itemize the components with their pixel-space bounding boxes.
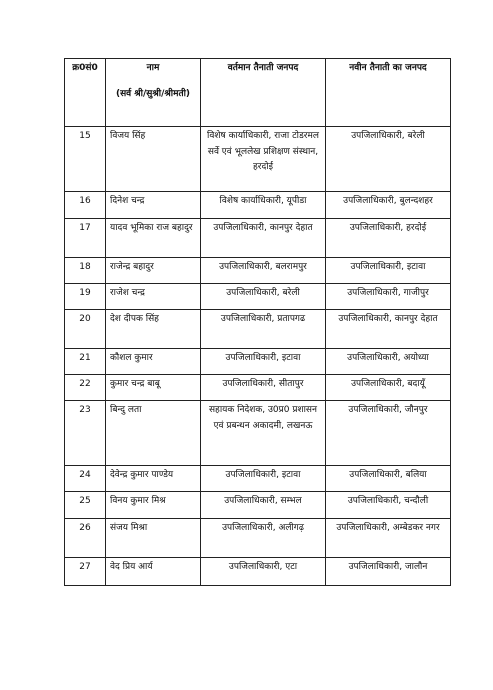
row-serial: 27 bbox=[65, 558, 106, 586]
table-row bbox=[65, 492, 451, 519]
row-new-posting: उपजिलाधिकारी, चन्दौली bbox=[326, 492, 451, 519]
row-serial: 17 bbox=[65, 219, 106, 258]
row-current-posting: उपजिलाधिकारी, प्रतापगढ bbox=[201, 310, 326, 349]
transfer-table bbox=[64, 58, 451, 586]
table-row bbox=[65, 401, 451, 466]
table-row bbox=[65, 310, 451, 349]
table-row bbox=[65, 375, 451, 401]
row-current-posting: सहायक निदेशक, उ0प्र0 प्रशासन एवं प्रबन्धन अकादमी, लखनऊ bbox=[201, 401, 326, 466]
row-name: यादव भूमिका राज बहादुर bbox=[106, 219, 201, 258]
header-name-label: नाम bbox=[146, 63, 160, 73]
row-current-posting: उपजिलाधिकारी, इटावा bbox=[201, 466, 326, 492]
header-serial: क्र0सं0 bbox=[65, 59, 106, 127]
row-new-posting: उपजिलाधिकारी, अयोध्या bbox=[326, 349, 451, 375]
header-name bbox=[106, 59, 201, 127]
row-serial: 21 bbox=[65, 349, 106, 375]
row-new-posting: उपजिलाधिकारी, बदायूँ bbox=[326, 375, 451, 401]
table-row bbox=[65, 192, 451, 219]
row-serial: 16 bbox=[65, 192, 106, 219]
header-new-posting: नवीन तैनाती का जनपद bbox=[326, 59, 451, 127]
row-current-posting: उपजिलाधिकारी, एटा bbox=[201, 558, 326, 586]
table-row bbox=[65, 349, 451, 375]
row-current-posting: उपजिलाधिकारी, कानपुर देहात bbox=[201, 219, 326, 258]
row-name: संजय मिश्रा bbox=[106, 519, 201, 558]
row-serial: 18 bbox=[65, 258, 106, 284]
row-name: राजेश चन्द्र bbox=[106, 284, 201, 310]
row-current-posting: उपजिलाधिकारी, बलरामपुर bbox=[201, 258, 326, 284]
header-current-posting: वर्तमान तैनाती जनपद bbox=[201, 59, 326, 127]
row-serial: 25 bbox=[65, 492, 106, 519]
row-serial: 19 bbox=[65, 284, 106, 310]
row-current-posting: उपजिलाधिकारी, अलीगढ़ bbox=[201, 519, 326, 558]
row-current-posting: उपजिलाधिकारी, बरेली bbox=[201, 284, 326, 310]
row-name: राजेन्द्र बहादुर bbox=[106, 258, 201, 284]
row-new-posting: उपजिलाधिकारी, जालौन bbox=[326, 558, 451, 586]
row-new-posting: उपजिलाधिकारी, इटावा bbox=[326, 258, 451, 284]
row-name: दिनेश चन्द्र bbox=[106, 192, 201, 219]
row-name: बिन्दु लता bbox=[106, 401, 201, 466]
table-row bbox=[65, 258, 451, 284]
row-serial: 23 bbox=[65, 401, 106, 466]
row-new-posting: उपजिलाधिकारी, बरेली bbox=[326, 127, 451, 192]
table-row bbox=[65, 558, 451, 586]
table-row bbox=[65, 519, 451, 558]
row-new-posting: उपजिलाधिकारी, कानपुर देहात bbox=[326, 310, 451, 349]
table-row bbox=[65, 284, 451, 310]
row-serial: 26 bbox=[65, 519, 106, 558]
row-name: वेद प्रिय आर्य bbox=[106, 558, 201, 586]
row-current-posting: विशेष कार्याधिकारी, यूपीडा bbox=[201, 192, 326, 219]
table-row bbox=[65, 219, 451, 258]
table-row bbox=[65, 127, 451, 192]
row-current-posting: विशेष कार्याधिकारी, राजा टोडरमल सर्वे एवं भूललेख प्रशिक्षण संस्थान, हरदोई bbox=[201, 127, 326, 192]
table-header-row bbox=[65, 59, 451, 127]
row-new-posting: उपजिलाधिकारी, बलिया bbox=[326, 466, 451, 492]
row-new-posting: उपजिलाधिकारी, हरदोई bbox=[326, 219, 451, 258]
row-serial: 20 bbox=[65, 310, 106, 349]
table-row bbox=[65, 466, 451, 492]
row-current-posting: उपजिलाधिकारी, सम्भल bbox=[201, 492, 326, 519]
row-name: विजय सिंह bbox=[106, 127, 201, 192]
row-name: कौशल कुमार bbox=[106, 349, 201, 375]
row-new-posting: उपजिलाधिकारी, जौनपुर bbox=[326, 401, 451, 466]
row-new-posting: उपजिलाधिकारी, बुलन्दशहर bbox=[326, 192, 451, 219]
row-current-posting: उपजिलाधिकारी, इटावा bbox=[201, 349, 326, 375]
row-current-posting: उपजिलाधिकारी, सीतापुर bbox=[201, 375, 326, 401]
row-new-posting: उपजिलाधिकारी, गाजीपुर bbox=[326, 284, 451, 310]
row-serial: 24 bbox=[65, 466, 106, 492]
row-new-posting: उपजिलाधिकारी, अम्बेडकर नगर bbox=[326, 519, 451, 558]
row-name: देवेन्द्र कुमार पाण्डेय bbox=[106, 466, 201, 492]
header-name-sub: (सर्व श्री/सुश्री/श्रीमती) bbox=[115, 88, 191, 99]
row-serial: 15 bbox=[65, 127, 106, 192]
row-serial: 22 bbox=[65, 375, 106, 401]
row-name: विनय कुमार मिश्र bbox=[106, 492, 201, 519]
row-name: देश दीपक सिंह bbox=[106, 310, 201, 349]
row-name: कुमार चन्द्र बाबू bbox=[106, 375, 201, 401]
